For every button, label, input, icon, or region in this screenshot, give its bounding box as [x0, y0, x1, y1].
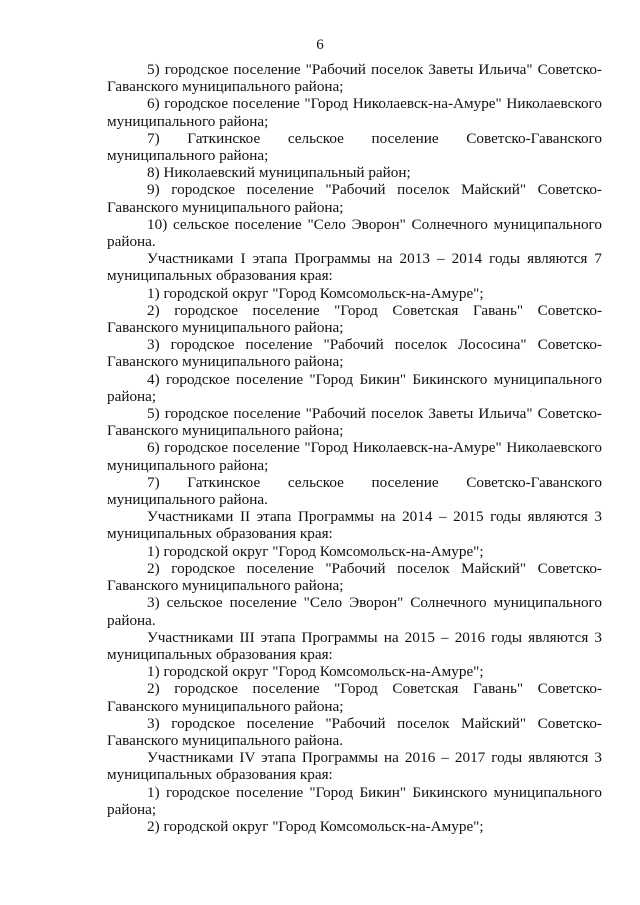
stage-1-item-4: 4) городское поселение "Город Бикин" Бикинского муниципального района; — [107, 370, 602, 405]
document-body — [107, 61, 602, 835]
stage-3-item-1: 1) городской округ "Город Комсомольск-на-Амуре"; — [147, 663, 484, 681]
list-item-6-nikolaevsk: 6) городское поселение "Город Николаевск-на-Амуре" Николаевского муниципального района; — [107, 95, 602, 130]
stage-1-item-7: 7) Гаткинское сельское поселение Советско-Гаванского муниципального района. — [107, 473, 602, 509]
list-item-10-evoron: 10) сельское поселение "Село Эворон" Солнечного муниципального района. — [107, 215, 602, 251]
stage-2-item-2: 2) городское поселение "Рабочий поселок Майский" Советско-Гаванского муниципального района; — [107, 559, 602, 595]
stage-3-item-3: 3) городское поселение "Рабочий поселок Майский" Советско-Гаванского муниципального района. — [107, 714, 602, 749]
page-number: 6 — [316, 37, 324, 53]
stage-2-item-3: 3) сельское поселение "Село Эворон" Солнечного муниципального района. — [107, 594, 602, 629]
list-item-8-nikolaevsky-district: 8) Николаевский муниципальный район; — [147, 164, 411, 182]
stage-3-intro: Участниками III этапа Программы на 2015 – 2016 годы являются 3 муниципальных образования края: — [107, 628, 602, 663]
stage-4-intro: Участниками IV этапа Программы на 2016 – 2017 годы являются 3 муниципальных образования края: — [107, 749, 602, 784]
stage-2-item-1: 1) городской округ "Город Комсомольск-на-Амуре"; — [147, 542, 484, 560]
stage-1-item-1: 1) городской округ "Город Комсомольск-на-Амуре"; — [147, 284, 484, 302]
stage-1-item-2: 2) городское поселение "Город Советская Гавань" Советско-Гаванского муниципального района; — [107, 301, 602, 337]
list-item-9-maysky: 9) городское поселение "Рабочий поселок Майский" Советско-Гаванского муниципального района; — [107, 181, 602, 216]
stage-4-item-1: 1) городское поселение "Город Бикин" Бикинского муниципального района; — [107, 783, 602, 818]
stage-2-intro: Участниками II этапа Программы на 2014 – 2015 годы являются 3 муниципальных образования края: — [107, 508, 602, 543]
list-item-7-gatkinskoe: 7) Гаткинское сельское поселение Советско-Гаванского муниципального района; — [107, 129, 602, 165]
stage-4-item-2: 2) городской округ "Город Комсомольск-на-Амуре"; — [147, 817, 484, 835]
stage-3-item-2: 2) городское поселение "Город Советская Гавань" Советско-Гаванского муниципального района; — [107, 680, 602, 715]
stage-1-item-3: 3) городское поселение "Рабочий поселок Лососина" Советско-Гаванского муниципального района; — [107, 336, 602, 371]
stage-1-item-6: 6) городское поселение "Город Николаевск-на-Амуре" Николаевского муниципального района; — [107, 439, 602, 474]
list-item-5-zavety-ilicha: 5) городское поселение "Рабочий поселок Заветы Ильича" Советско-Гаванского муниципального района; — [107, 61, 602, 96]
stage-1-intro: Участниками I этапа Программы на 2013 – 2014 годы являются 7 муниципальных образования края: — [107, 250, 602, 285]
stage-1-item-5: 5) городское поселение "Рабочий поселок Заветы Ильича" Советско-Гаванского муниципального района; — [107, 405, 602, 440]
